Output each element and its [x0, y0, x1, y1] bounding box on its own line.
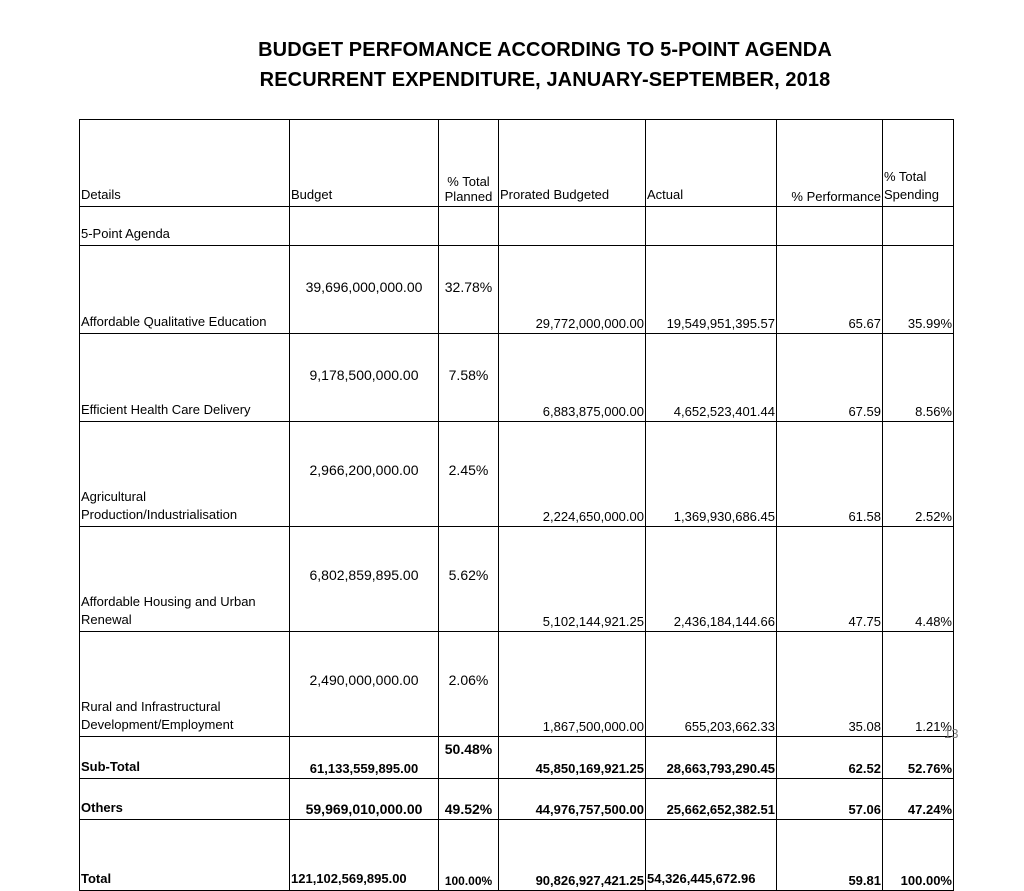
row-performance: 65.67	[777, 246, 883, 334]
total-budget: 121,102,569,895.00	[290, 820, 439, 891]
row-spending: 8.56%	[883, 334, 954, 422]
row-prorated: 5,102,144,921.25	[499, 527, 646, 632]
row-budget: 6,802,859,895.00	[290, 527, 439, 632]
subtotal-actual: 28,663,793,290.45	[646, 737, 777, 779]
row-prorated: 29,772,000,000.00	[499, 246, 646, 334]
table-row	[80, 246, 954, 334]
row-performance: 67.59	[777, 334, 883, 422]
header-details: Details	[80, 120, 290, 207]
row-planned: 2.45%	[439, 422, 499, 527]
row-performance: 47.75	[777, 527, 883, 632]
total-spending: 100.00%	[883, 820, 954, 891]
others-prorated: 44,976,757,500.00	[499, 779, 646, 820]
others-planned: 49.52%	[439, 779, 499, 820]
row-planned: 32.78%	[439, 246, 499, 334]
row-budget: 39,696,000,000.00	[290, 246, 439, 334]
others-actual: 25,662,652,382.51	[646, 779, 777, 820]
title-line-2: RECURRENT EXPENDITURE, JANUARY-SEPTEMBER, 2018	[259, 69, 831, 91]
row-prorated: 2,224,650,000.00	[499, 422, 646, 527]
header-budget: Budget	[290, 120, 439, 207]
table-row	[80, 632, 954, 737]
row-planned: 5.62%	[439, 527, 499, 632]
page-number: 13	[944, 726, 959, 741]
subtotal-details: Sub-Total	[80, 737, 290, 779]
row-budget: 2,490,000,000.00	[290, 632, 439, 737]
row-prorated: 1,867,500,000.00	[499, 632, 646, 737]
table-row	[80, 422, 954, 527]
subtotal-performance: 62.52	[777, 737, 883, 779]
row-spending: 35.99%	[883, 246, 954, 334]
header-pct-planned: % Total Planned	[439, 120, 499, 207]
subheader-row	[80, 207, 954, 246]
row-planned: 7.58%	[439, 334, 499, 422]
row-details: Affordable Housing and Urban Renewal	[80, 527, 290, 632]
row-details: Agricultural Production/Industrialisation	[80, 422, 290, 527]
total-prorated: 90,826,927,421.25	[499, 820, 646, 891]
row-budget: 9,178,500,000.00	[290, 334, 439, 422]
header-performance: % Performance	[777, 120, 883, 207]
total-row	[80, 820, 954, 891]
subtotal-budget: 61,133,559,895.00	[290, 737, 439, 779]
others-details: Others	[80, 779, 290, 820]
row-details: Efficient Health Care Delivery	[80, 334, 290, 422]
row-details: Rural and Infrastructural Development/Employment	[80, 632, 290, 737]
header-pct-spending: % Total Spending	[883, 120, 954, 207]
row-performance: 61.58	[777, 422, 883, 527]
subtotal-prorated: 45,850,169,921.25	[499, 737, 646, 779]
others-performance: 57.06	[777, 779, 883, 820]
others-spending: 47.24%	[883, 779, 954, 820]
header-row	[80, 120, 954, 207]
row-actual: 655,203,662.33	[646, 632, 777, 737]
table-row	[80, 334, 954, 422]
table-row	[80, 527, 954, 632]
title-line-1: BUDGET PERFOMANCE ACCORDING TO 5-POINT AGENDA	[258, 39, 832, 61]
row-performance: 35.08	[777, 632, 883, 737]
row-budget: 2,966,200,000.00	[290, 422, 439, 527]
row-spending: 1.21%	[883, 632, 954, 737]
row-actual: 19,549,951,395.57	[646, 246, 777, 334]
total-performance: 59.81	[777, 820, 883, 891]
row-actual: 1,369,930,686.45	[646, 422, 777, 527]
others-row	[80, 779, 954, 820]
row-actual: 4,652,523,401.44	[646, 334, 777, 422]
row-spending: 4.48%	[883, 527, 954, 632]
row-actual: 2,436,184,144.66	[646, 527, 777, 632]
header-actual: Actual	[646, 120, 777, 207]
subtotal-spending: 52.76%	[883, 737, 954, 779]
others-budget: 59,969,010,000.00	[290, 779, 439, 820]
total-planned: 100.00%	[439, 820, 499, 891]
subtotal-planned: 50.48%	[439, 737, 499, 779]
header-prorated: Prorated Budgeted	[499, 120, 646, 207]
row-planned: 2.06%	[439, 632, 499, 737]
total-actual: 54,326,445,672.96	[646, 820, 777, 891]
row-prorated: 6,883,875,000.00	[499, 334, 646, 422]
row-details: Affordable Qualitative Education	[80, 246, 290, 334]
subtotal-row	[80, 737, 954, 779]
subheader-label: 5-Point Agenda	[80, 207, 290, 246]
row-spending: 2.52%	[883, 422, 954, 527]
budget-table	[79, 119, 954, 891]
total-details: Total	[80, 820, 290, 891]
